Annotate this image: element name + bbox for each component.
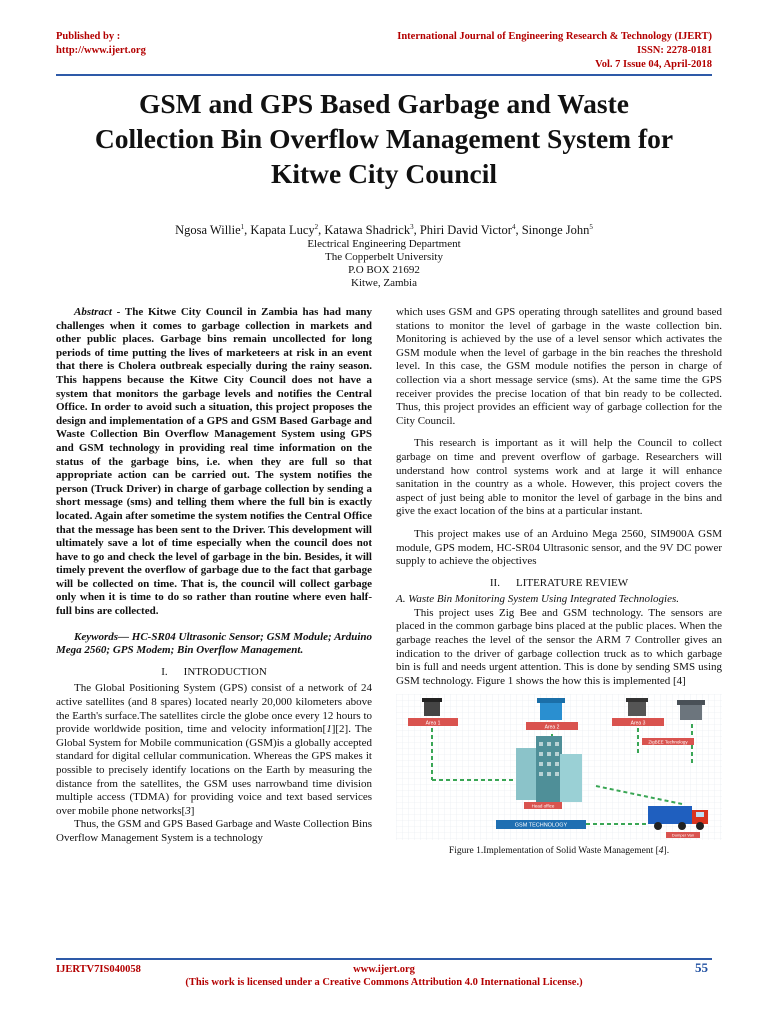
author-1: Ngosa Willie [175, 223, 241, 238]
dumper-label: Dumper Van [671, 832, 695, 838]
intro-paragraph-2: Thus, the GSM and GPS Based Garbage and Waste Collection Bins Overflow Management System is a technology [56, 818, 373, 844]
area-3-label: Area 3 [630, 720, 646, 727]
abstract [56, 306, 372, 619]
affiliation-city: Kitwe, Zambia [351, 277, 417, 289]
keywords: Keywords— HC-SR04 Ultrasonic Sensor; GSM Module; Arduino Mega 2560; GPS Modem; Bin Overflow Management. [56, 630, 372, 657]
header-rule [56, 74, 712, 76]
journal-publisher [56, 30, 146, 58]
figure-1-illustration [396, 694, 722, 840]
figure-1-caption: Figure 1.Implementation of Solid Waste Management [4]. [448, 846, 670, 857]
gsm-label: GSM TECHNOLOGY [514, 822, 568, 829]
journal-name: International Journal of Engineering Research & Technology (IJERT) [397, 31, 712, 42]
bin-icon [626, 698, 648, 716]
affiliation [40, 238, 728, 290]
right-paragraph-1: which uses GSM and GPS operating through satellites and ground based stations to monitor the level of garbage in the waste collection bin. Monitoring is achieved by the use of a level sensor which activates the GSM module when the level of garbage in the bin reaches the threshold level. In this case, the GSM module notifies the person in charge of collection via a short message service (sms). At the same time the GPS receiver provides the precise location of that bin ready to be collected. Thus, this project provides an efficient way of garbage collection for the City Council. [396, 306, 722, 427]
journal-volume: Vol. 7 Issue 04, April-2018 [595, 59, 712, 70]
title-line-1: GSM and GPS Based Garbage and Waste [139, 88, 629, 119]
area-2-label: Area 2 [544, 724, 560, 731]
license-note: (This work is licensed under a Creative Commons Attribution 4.0 International License.) [185, 977, 583, 988]
footer-url[interactable]: www.ijert.org [353, 964, 415, 975]
journal-info [397, 30, 712, 72]
section-heading-literature-review: II. LITERATURE REVIEW [489, 576, 629, 589]
affiliation-univ: The Copperbelt University [325, 251, 443, 263]
author-list: Ngosa Willie$^1$, Kapata Lucy$^2$, Katawa Shadrick$^3$, Phiri David Victor$^4$, Sinonge John$^5$ [175, 223, 593, 238]
abstract-label: Abstract [74, 306, 112, 318]
right-paragraph-4: This project uses Zig Bee and GSM technology. The sensors are placed in the common garbage bins placed at the public places. When the garbage reaches the level of the sensor the ARM 7 Controller gives an indication to the driver of garbage collection truck as to which garbage bin is full and needs urgent attention. This is done by sending SMS using GSM technology. Figure 1 shows the how this is implemented [4] [396, 606, 722, 687]
author-4: Phiri David Victor [419, 223, 512, 238]
figure-1 [396, 694, 722, 840]
title-line-2: Collection Bin Overflow Management System for [94, 123, 674, 154]
bin-icon [677, 700, 705, 720]
affiliation-box: P.O BOX 21692 [348, 264, 420, 276]
page-number: 55 [695, 960, 708, 975]
intro-paragraph-1: The Global Positioning System (GPS) consist of a network of 24 active satellites (and 8 spares) located nearly 20,000 kilometers above the Earth's surface.The satellites circle the globe once every 12 hours to provide worldwide position, time and velocity information[1][2]. The Global System for Mobile communication (GSM)is a globally accepted standard for digital cellular communication. Whereas the GPS makes it possible to precisely identify locations on the Earth by measuring the distance from the satellites, the GSM uses narrowband time division multiple access (TDMA) for providing voice and text based services over mobile phone networks[3] [56, 682, 372, 817]
paper-code: IJERTV7IS040058 [56, 964, 141, 975]
title-line-3: Kitwe City Council [270, 158, 498, 189]
right-column [396, 306, 722, 859]
section-heading-introduction: I. INTRODUCTION [161, 665, 267, 678]
left-column [56, 306, 372, 846]
paper-title [40, 86, 728, 191]
publisher-label: Published by : [56, 31, 121, 42]
bin-icon [422, 698, 442, 716]
zigbee-label: ZigBEE Technology [648, 739, 688, 745]
affiliation-dept: Electrical Engineering Department [307, 238, 461, 250]
area-1-label: Area 1 [425, 720, 441, 727]
author-2: Kapata Lucy [250, 223, 315, 238]
footer-rule [56, 958, 712, 960]
abstract-text: - The Kitwe City Council in Zambia has had many challenges when it comes to garbage collection in markets and other public places. Garbage bins remain uncollected for long periods of time putting the lives of marketeers at risk in an event that there is Cholera outbreak especially during the rainy season. This happens because the Kitwe City Council does not have a system that monitors the garbage levels and notifies the Central Office. In order to avoid such a situation, this project proposes the design and implementation of a GPS and GSM Based Garbage and Waste Collection Bin Overflow Management System using GPS and GSM technology in providing real time information on the status of the garbage bins, i.e. when they are full so that appropriate action can be carried out. The system notifies the person (Truck Driver) in charge of garbage collection by sending a short message (sms) and telling them where the full bin is exactly located. Again after sometime the system notifies the Central Office that the message has been sent to the Driver. This development will ultimately save a lot of time especially when the council does not have to go and check the level of garbage in the bin. Besides, it will timely prevent the overflow of garbage due to the fact that garbage will be collected on time. That is, the council will collect garbage only when it is time to do so rather than routine where even half-full bins are collected. [56, 306, 372, 618]
publisher-url[interactable]: http://www.ijert.org [56, 45, 146, 56]
head-office-label: Head office [531, 803, 555, 809]
right-paragraph-3: This project makes use of an Arduino Mega 2560, SIM900A GSM module, GPS modem, HC-SR04 Ultrasonic sensor, and the 9V DC power supply to achieve the objectives [396, 527, 722, 568]
bin-icon [537, 698, 565, 720]
author-3: Katawa Shadrick [324, 223, 411, 238]
author-5: Sinonge John [521, 223, 590, 238]
right-paragraph-2: This research is important as it will help the Council to collect garbage on time and prevent overflow of garbage. Researchers will understand how control systems work and at large it will enhance sanitation in the country as a whole. However, this project covers the aspect of just being able to monitor the level of garbage in the bins and give the exact location of the bins at a particular instant. [396, 437, 722, 518]
journal-issn: ISSN: 2278-0181 [637, 45, 712, 56]
subsection-heading-a: A. Waste Bin Monitoring System Using Integrated Technologies. [396, 593, 680, 606]
